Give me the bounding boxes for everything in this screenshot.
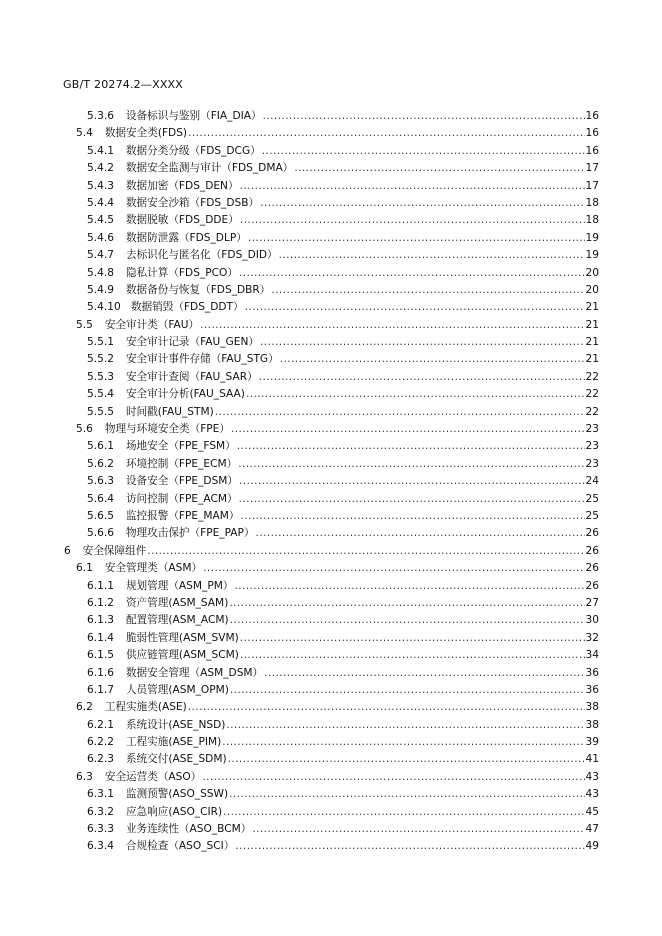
toc-entry-page: 39 <box>585 736 599 749</box>
toc-entry-title: 数据安全类(FDS) <box>104 127 188 140</box>
toc-entry-page: 49 <box>585 840 599 853</box>
toc-entry[interactable] <box>0 404 662 421</box>
toc-entry[interactable] <box>0 491 662 508</box>
toc-entry-line <box>87 438 599 455</box>
toc-entry-number: 5.5.1 <box>87 336 114 349</box>
toc-entry-page: 26 <box>585 579 599 592</box>
toc-entry-title: 合规检查（ASO_SCI） <box>125 840 235 853</box>
toc-entry-number: 6.1.4 <box>87 631 114 644</box>
toc-entry-line <box>87 647 599 664</box>
toc-entry-page: 17 <box>585 179 599 192</box>
toc-entry-number: 6.3.1 <box>87 788 114 801</box>
toc-entry-line <box>87 265 599 282</box>
toc-entry[interactable] <box>0 560 662 577</box>
toc-dot-leader <box>231 421 585 438</box>
toc-entry-number: 6.3.4 <box>87 840 114 853</box>
toc-dot-leader <box>240 178 585 195</box>
toc-entry-number: 6.1.2 <box>87 596 114 609</box>
toc-entry-page: 24 <box>585 475 599 488</box>
toc-entry[interactable] <box>0 351 662 368</box>
toc-entry-number: 6.2.2 <box>87 736 114 749</box>
toc-entry[interactable] <box>0 160 662 177</box>
toc-entry-number: 5.4.4 <box>87 196 114 209</box>
toc-entry-title: 脆弱性管理(ASM_SVM) <box>125 631 239 644</box>
toc-dot-leader <box>248 230 585 247</box>
toc-entry-number: 6.1.7 <box>87 683 114 696</box>
toc-dot-leader <box>271 282 584 299</box>
toc-entry-page: 38 <box>585 701 599 714</box>
toc-entry-line <box>87 230 599 247</box>
toc-entry[interactable] <box>0 612 662 629</box>
toc-entry-line <box>76 125 599 142</box>
toc-entry-number: 6.2 <box>76 701 93 714</box>
toc-entry[interactable] <box>0 804 662 821</box>
toc-dot-leader <box>256 525 585 542</box>
toc-entry[interactable] <box>0 438 662 455</box>
toc-dot-leader <box>262 143 585 160</box>
toc-entry-title: 安全审计记录（FAU_GEN） <box>125 336 259 349</box>
toc-entry-page: 16 <box>585 144 599 157</box>
toc-entry-line <box>87 143 599 160</box>
toc-entry-title: 安全运营类（ASO） <box>104 770 202 783</box>
toc-entry-line <box>87 195 599 212</box>
toc-dot-leader <box>259 369 585 386</box>
toc-entry-title: 数据销毁（FDS_DDT） <box>131 301 244 314</box>
toc-entry-line <box>87 786 599 803</box>
toc-entry-line <box>87 404 599 421</box>
toc-entry-page: 26 <box>585 562 599 575</box>
toc-dot-leader <box>246 386 585 403</box>
toc-entry[interactable] <box>0 265 662 282</box>
toc-entry-line <box>87 734 599 751</box>
toc-entry-number: 5.4.6 <box>87 231 114 244</box>
toc-entry-line <box>87 821 599 838</box>
toc-entry-title: 数据脱敏（FDS_DDE） <box>125 214 239 227</box>
toc-entry-page: 20 <box>585 266 599 279</box>
toc-entry-line <box>87 595 599 612</box>
toc-entry-line <box>76 560 599 577</box>
toc-entry-number: 5.4.9 <box>87 283 114 296</box>
toc-entry-line <box>76 699 599 716</box>
toc-entry-number: 5.5.3 <box>87 370 114 383</box>
toc-entry-number: 5.6.6 <box>87 527 114 540</box>
toc-entry-line <box>87 456 599 473</box>
toc-entry-title: 安全保障组件 <box>82 544 147 557</box>
toc-entry-page: 21 <box>585 318 599 331</box>
toc-entry-line <box>87 612 599 629</box>
toc-entry-line <box>87 386 599 403</box>
toc-entry[interactable] <box>0 647 662 664</box>
toc-entry[interactable] <box>0 247 662 264</box>
toc-entry-page: 36 <box>585 683 599 696</box>
toc-dot-leader <box>235 838 584 855</box>
toc-entry-number: 5.4.8 <box>87 266 114 279</box>
toc-entry-page: 16 <box>585 127 599 140</box>
toc-dot-leader <box>263 108 585 125</box>
toc-entry[interactable] <box>0 786 662 803</box>
toc-entry-title: 数据分类分级（FDS_DCG） <box>125 144 261 157</box>
toc-entry-number: 5.4.3 <box>87 179 114 192</box>
toc-entry-page: 21 <box>585 301 599 314</box>
toc-entry-title: 配置管理(ASM_ACM) <box>125 614 229 627</box>
toc-entry-title: 安全管理类（ASM） <box>104 562 203 575</box>
toc-entry-title: 环境控制（FPE_ECM） <box>125 457 238 470</box>
document-header: GB/T 20274.2—XXXX <box>63 78 184 91</box>
toc-dot-leader <box>241 508 585 525</box>
toc-entry-line <box>87 491 599 508</box>
toc-entry-page: 25 <box>585 492 599 505</box>
toc-entry-line <box>87 108 599 125</box>
toc-entry-number: 5.4 <box>76 127 93 140</box>
toc-entry-title: 应急响应(ASO_CIR) <box>125 805 223 818</box>
toc-entry-number: 6.3.2 <box>87 805 114 818</box>
toc-entry-page: 21 <box>585 336 599 349</box>
toc-entry-line <box>87 665 599 682</box>
toc-entry-title: 安全审计事件存储（FAU_STG） <box>125 353 279 366</box>
toc-entry-number: 5.5.5 <box>87 405 114 418</box>
toc-dot-leader <box>239 265 585 282</box>
toc-entry-line <box>87 630 599 647</box>
toc-entry[interactable] <box>0 421 662 438</box>
toc-entry[interactable] <box>0 195 662 212</box>
toc-entry-page: 18 <box>585 214 599 227</box>
toc-entry-page: 26 <box>585 544 599 557</box>
toc-entry-number: 5.6.2 <box>87 457 114 470</box>
toc-entry-line <box>87 334 599 351</box>
toc-entry-number: 5.5.4 <box>87 388 114 401</box>
toc-entry-page: 19 <box>585 231 599 244</box>
toc-entry-title: 安全审计查阅（FAU_SAR） <box>125 370 258 383</box>
toc-entry-number: 5.4.1 <box>87 144 114 157</box>
toc-dot-leader <box>239 491 585 508</box>
toc-entry-line <box>87 838 599 855</box>
toc-entry-page: 17 <box>585 162 599 175</box>
toc-entry-page: 25 <box>585 509 599 522</box>
toc-dot-leader <box>279 247 585 264</box>
toc-entry-title: 工程实施(ASE_PIM) <box>125 736 222 749</box>
toc-entry-page: 22 <box>585 370 599 383</box>
toc-entry[interactable] <box>0 299 662 316</box>
toc-dot-leader <box>223 804 584 821</box>
toc-entry-number: 6.1.3 <box>87 614 114 627</box>
toc-entry-page: 41 <box>585 753 599 766</box>
toc-entry[interactable] <box>0 717 662 734</box>
toc-entry-title: 数据备份与恢复（FDS_DBR） <box>125 283 271 296</box>
toc-dot-leader <box>239 473 584 490</box>
toc-entry-page: 23 <box>585 423 599 436</box>
toc-entry[interactable] <box>0 734 662 751</box>
table-of-contents <box>0 108 662 856</box>
toc-entry-title: 安全审计类（FAU） <box>104 318 200 331</box>
toc-dot-leader <box>260 195 584 212</box>
toc-entry-title: 设备安全（FPE_DSM） <box>125 475 239 488</box>
toc-dot-leader <box>215 404 585 421</box>
toc-entry-title: 物理攻击保护（FPE_PAP） <box>125 527 255 540</box>
toc-entry-number: 5.4.2 <box>87 162 114 175</box>
toc-entry[interactable] <box>0 178 662 195</box>
toc-entry-title: 监控报警（FPE_MAM） <box>125 509 240 522</box>
toc-entry-number: 6.3.3 <box>87 823 114 836</box>
toc-entry-title: 监测预警(ASO_SSW) <box>125 788 229 801</box>
toc-entry[interactable] <box>0 821 662 838</box>
toc-entry[interactable] <box>0 317 662 334</box>
toc-entry-number: 5.6.4 <box>87 492 114 505</box>
toc-entry-line <box>87 247 599 264</box>
toc-dot-leader <box>240 630 585 647</box>
toc-dot-leader <box>237 438 585 455</box>
toc-entry-title: 供应链管理(ASM_SCM) <box>125 649 239 662</box>
toc-entry-line <box>87 282 599 299</box>
toc-dot-leader <box>260 334 585 351</box>
toc-dot-leader <box>294 160 584 177</box>
toc-entry-page: 16 <box>585 110 599 122</box>
toc-entry-title: 隐私计算（FDS_PCO） <box>125 266 238 279</box>
toc-entry-line <box>76 421 599 438</box>
toc-dot-leader <box>228 751 585 768</box>
toc-entry[interactable] <box>0 751 662 768</box>
toc-entry[interactable] <box>0 108 662 125</box>
toc-dot-leader <box>229 786 584 803</box>
toc-dot-leader <box>240 647 585 664</box>
toc-entry-line <box>87 160 599 177</box>
toc-dot-leader <box>240 212 585 229</box>
toc-entry[interactable] <box>0 508 662 525</box>
toc-entry-page: 22 <box>585 405 599 418</box>
toc-entry-number: 5.6.5 <box>87 509 114 522</box>
toc-entry-title: 数据防泄露（FDS_DLP） <box>125 231 247 244</box>
toc-entry-line <box>87 508 599 525</box>
toc-entry-page: 21 <box>585 353 599 366</box>
toc-entry-title: 去标识化与匿名化（FDS_DID） <box>125 249 278 262</box>
toc-entry[interactable] <box>0 543 662 560</box>
toc-entry-line <box>87 804 599 821</box>
toc-entry-number: 5.5.2 <box>87 353 114 366</box>
toc-entry[interactable] <box>0 212 662 229</box>
toc-entry-title: 访问控制（FPE_ACM） <box>125 492 238 505</box>
toc-entry-title: 数据安全管理（ASM_DSM） <box>125 666 264 679</box>
toc-dot-leader <box>222 734 584 751</box>
toc-entry-line <box>64 543 599 560</box>
toc-entry-title: 时间戳(FAU_STM) <box>125 405 214 418</box>
toc-entry-number: 5.4.5 <box>87 214 114 227</box>
toc-entry-title: 人员管理(ASM_OPM) <box>125 683 229 696</box>
toc-entry-number: 5.6 <box>76 423 93 436</box>
toc-dot-leader <box>188 699 585 716</box>
toc-entry-page: 27 <box>585 596 599 609</box>
toc-entry[interactable] <box>0 838 662 855</box>
toc-dot-leader <box>230 612 585 629</box>
toc-entry[interactable] <box>0 386 662 403</box>
toc-entry[interactable] <box>0 456 662 473</box>
toc-entry[interactable] <box>0 699 662 716</box>
toc-entry[interactable] <box>0 525 662 542</box>
toc-dot-leader <box>226 717 584 734</box>
toc-entry-line <box>87 682 599 699</box>
toc-entry-number: 5.6.3 <box>87 475 114 488</box>
toc-dot-leader <box>264 665 584 682</box>
toc-entry-page: 45 <box>585 805 599 818</box>
toc-entry[interactable] <box>0 143 662 160</box>
toc-dot-leader <box>203 560 584 577</box>
toc-dot-leader <box>230 682 585 699</box>
toc-entry-page: 34 <box>585 649 599 662</box>
toc-entry-number: 6.1.1 <box>87 579 114 592</box>
toc-entry-page: 36 <box>585 666 599 679</box>
toc-entry-title: 场地安全（FPE_FSM） <box>125 440 236 453</box>
toc-entry-page: 23 <box>585 457 599 470</box>
toc-entry-page: 19 <box>585 249 599 262</box>
toc-entry-page: 23 <box>585 440 599 453</box>
toc-entry-line <box>87 717 599 734</box>
toc-entry[interactable] <box>0 630 662 647</box>
toc-entry-line <box>87 212 599 229</box>
toc-entry-line <box>87 299 599 316</box>
toc-dot-leader <box>234 578 584 595</box>
toc-entry-title: 设备标识与鉴别（FIA_DIA） <box>125 110 262 122</box>
toc-dot-leader <box>252 821 584 838</box>
toc-dot-leader <box>202 769 584 786</box>
toc-entry-number: 6.3 <box>76 770 93 783</box>
toc-entry-page: 43 <box>585 788 599 801</box>
toc-entry-page: 30 <box>585 614 599 627</box>
toc-entry[interactable] <box>0 595 662 612</box>
toc-entry-line <box>87 751 599 768</box>
toc-entry-page: 22 <box>585 388 599 401</box>
toc-dot-leader <box>229 595 584 612</box>
toc-entry-line <box>87 473 599 490</box>
toc-entry[interactable] <box>0 769 662 786</box>
toc-dot-leader <box>147 543 584 560</box>
toc-entry-number: 6.1 <box>76 562 93 575</box>
toc-entry-number: 5.5 <box>76 318 93 331</box>
toc-entry-number: 5.4.7 <box>87 249 114 262</box>
toc-entry-title: 工程实施类(ASE) <box>104 701 187 714</box>
toc-entry[interactable] <box>0 665 662 682</box>
toc-entry-title: 业务连续性（ASO_BCM） <box>125 823 252 836</box>
toc-entry-title: 资产管理(ASM_SAM) <box>125 596 229 609</box>
toc-entry-title: 规划管理（ASM_PM） <box>125 579 234 592</box>
toc-entry-number: 6.1.6 <box>87 666 114 679</box>
toc-entry-title: 数据安全监测与审计（FDS_DMA） <box>125 162 294 175</box>
toc-entry-page: 47 <box>585 823 599 836</box>
toc-entry[interactable] <box>0 369 662 386</box>
toc-entry-line <box>76 317 599 334</box>
toc-entry-number: 5.6.1 <box>87 440 114 453</box>
toc-entry-title: 系统设计(ASE_NSD) <box>125 718 226 731</box>
toc-entry-number: 6.2.1 <box>87 718 114 731</box>
toc-entry[interactable] <box>0 578 662 595</box>
toc-entry-title: 数据安全沙箱（FDS_DSB） <box>125 196 260 209</box>
toc-entry-number: 6 <box>64 544 71 557</box>
toc-entry[interactable] <box>0 334 662 351</box>
toc-dot-leader <box>280 351 585 368</box>
toc-dot-leader <box>238 456 584 473</box>
toc-entry-page: 26 <box>585 527 599 540</box>
toc-entry-title: 物理与环境安全类（FPE） <box>104 423 230 436</box>
toc-entry[interactable] <box>0 230 662 247</box>
toc-entry-title: 系统交付(ASE_SDM) <box>125 753 227 766</box>
toc-entry-line <box>76 769 599 786</box>
toc-entry-number: 6.1.5 <box>87 649 114 662</box>
toc-entry-line <box>87 178 599 195</box>
toc-entry[interactable] <box>0 282 662 299</box>
toc-dot-leader <box>245 299 585 316</box>
toc-entry[interactable] <box>0 682 662 699</box>
toc-dot-leader <box>200 317 584 334</box>
toc-entry-number: 6.2.3 <box>87 753 114 766</box>
toc-entry-line <box>87 578 599 595</box>
toc-entry-page: 18 <box>585 196 599 209</box>
toc-entry-title: 数据加密（FDS_DEN） <box>125 179 239 192</box>
toc-entry-number: 5.4.10 <box>87 301 121 314</box>
toc-entry-line <box>87 525 599 542</box>
toc-entry[interactable] <box>0 125 662 142</box>
toc-entry-title: 安全审计分析(FAU_SAA) <box>125 388 245 401</box>
toc-dot-leader <box>188 125 584 142</box>
toc-entry[interactable] <box>0 473 662 490</box>
toc-entry-page: 20 <box>585 283 599 296</box>
toc-entry-page: 32 <box>585 631 599 644</box>
toc-entry-page: 43 <box>585 770 599 783</box>
toc-entry-line <box>87 369 599 386</box>
toc-entry-page: 38 <box>585 718 599 731</box>
toc-entry-number: 5.3.6 <box>87 110 114 122</box>
toc-entry-line <box>87 351 599 368</box>
